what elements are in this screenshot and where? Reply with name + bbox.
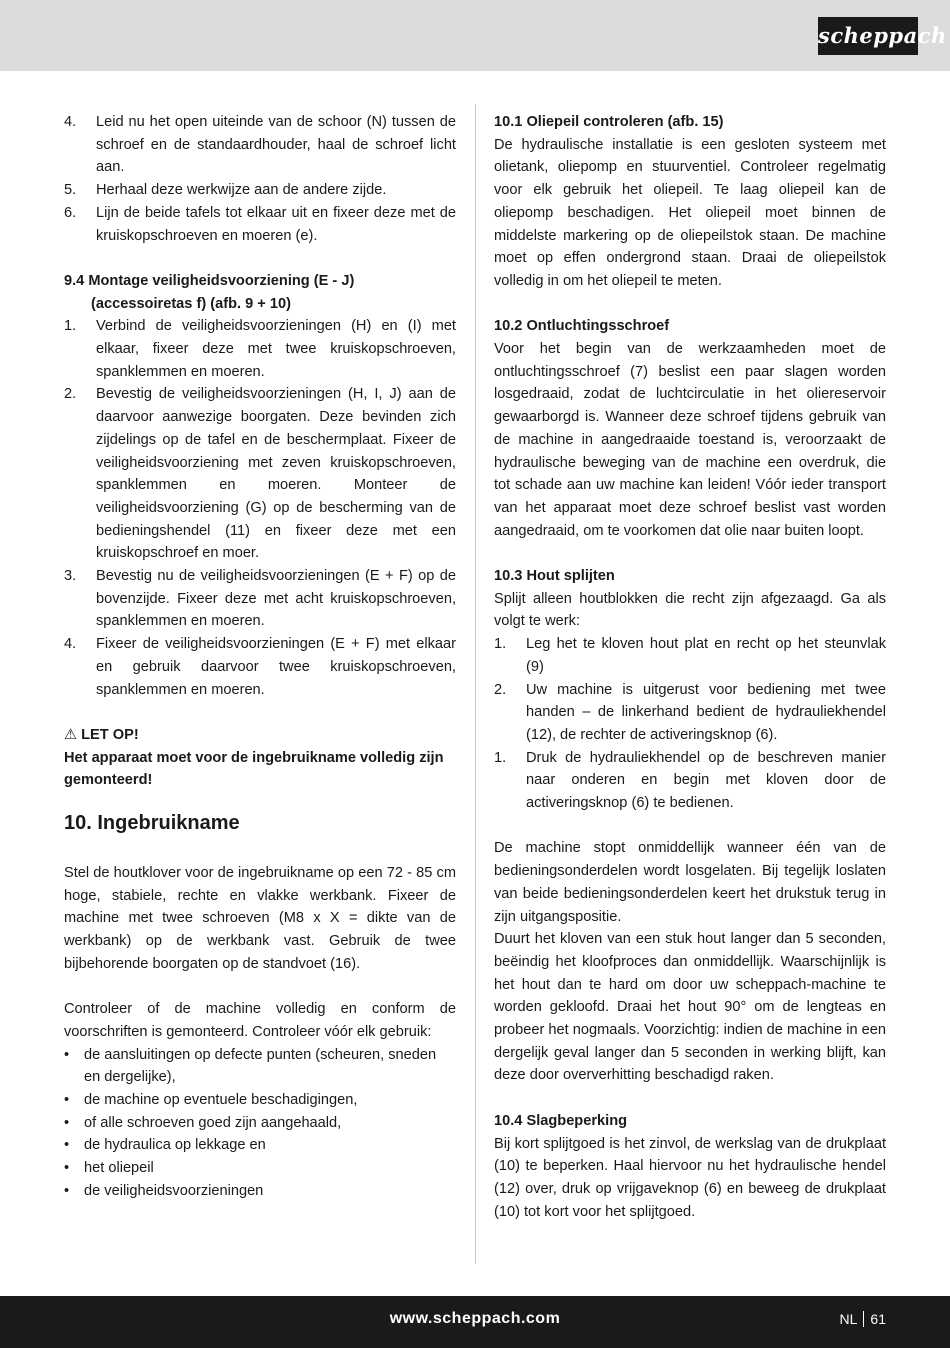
splitting-intro: Splijt alleen houtblokken die recht zijn afgezaagd. Ga als volgt te werk: bbox=[494, 590, 886, 630]
list-item: • of alle schroeven goed zijn aangehaald, bbox=[64, 1114, 342, 1131]
stop-paragraph: De machine stopt onmiddellijk wanneer één van de bedieningsonderdelen wordt losgelaten. Bij tegelijk loslaten van beide bedieningsonderdelen keert het drukstuk terug in zijn uitgangspositie. bbox=[494, 840, 886, 925]
check-paragraph: Controleer of de machine volledig en conform de voorschriften is gemonteerd. Controleer vóór elk gebruik: bbox=[64, 1001, 456, 1040]
splitting-steps bbox=[494, 633, 886, 815]
section-heading-10-2: 10.2 Ontluchtingsschroef bbox=[494, 318, 670, 335]
section-heading-9-4: 9.4 Montage veiligheidsvoorziening (E - J) bbox=[64, 272, 355, 289]
column-divider bbox=[475, 104, 476, 1264]
page-number: NL 61 bbox=[839, 1311, 886, 1327]
list-item: 1. Leg het te kloven hout plat en recht op het steunvlak (9) bbox=[494, 636, 886, 675]
list-item: • de aansluitingen op defecte punten (scheuren, sneden en dergelijke), bbox=[64, 1046, 437, 1086]
section-heading-10-4: 10.4 Slagbeperking bbox=[494, 1112, 628, 1129]
assembly-steps-continued bbox=[64, 111, 456, 247]
check-list bbox=[64, 1044, 456, 1203]
list-item: 2. Bevestig de veiligheidsvoorzieningen (H, I, J) aan de daarvoor aanwezige boorgaten. Deze bevinden zich zijdelings op de tafel en de beschermplaat. Fixeer de veiligheidsvoorziening met zeven kruiskopschroeven, spanklemmen en moeren. Monteer de veiligheidsvoorziening (G) op de bescherming van de bedieningshendel (11) en fixeer deze met een kruiskopschroef en moer. bbox=[64, 386, 456, 562]
safety-assembly-steps bbox=[64, 315, 456, 701]
list-item: 4. Leid nu het open uiteinde van de schoor (N) tussen de schroef en de standaardhouder, haal de schroef licht aan. bbox=[64, 114, 456, 176]
list-item: 4. Fixeer de veiligheidsvoorzieningen (E + F) met elkaar en gebruik daarvoor twee kruiskopschroeven, spanklemmen en moeren. bbox=[64, 636, 456, 698]
warning-title: ⚠ LET OP! bbox=[64, 726, 139, 743]
list-item: 3. Bevestig nu de veiligheidsvoorzieningen (E + F) op de bovenzijde. Fixeer deze met acht kruiskopschroeven, spanklemmen en moeren. bbox=[64, 568, 456, 630]
list-item: • het oliepeil bbox=[64, 1160, 154, 1177]
duration-paragraph: Duurt het kloven van een stuk hout langer dan 5 seconden, beëindig het kloofproces dan onmiddellijk. Waarschijnlijk is het hout dan te hard om door uw scheppach-machine te worden gekloofd. Draai het hout 90° om de lengteas en probeer het nogmaals. Voorzichtig: indien de machine in een dergelijk geval langer dan 5 seconden in werking blijft, kan deze door oververhitting beschadigd raken. bbox=[494, 931, 886, 1084]
oil-level-paragraph: De hydraulische installatie is een gesloten systeem met olietank, oliepomp en stuurventiel. Controleer regelmatig voor elk gebruik het oliepeil. Te laag oliepeil kan de oliepomp beschadigen. Het oliepeil moet binnen de middelste markering op de oliepeilstok staan. De machine moet op effen ondergrond staan. Draai de oliepeilstok volledig in om het oliepeil te meten. bbox=[494, 136, 886, 289]
website-link[interactable]: www.scheppach.com bbox=[389, 1310, 561, 1327]
list-item: • de veiligheidsvoorzieningen bbox=[64, 1182, 264, 1199]
left-column bbox=[64, 111, 456, 1203]
list-item: 1. Druk de hydrauliekhendel op de beschreven manier naar onderen en begin met kloven door de activeringsknop (6) te bedienen. bbox=[494, 749, 886, 812]
list-item: • de hydraulica op lekkage en bbox=[64, 1137, 266, 1154]
list-item: 2. Uw machine is uitgerust voor bediening met twee handen – de linkerhand bedient de hydrauliekhendel (12), de rechter de activeringsknop (6). bbox=[494, 681, 886, 743]
section-heading-10-1: 10.1 Oliepeil controleren (afb. 15) bbox=[494, 114, 724, 130]
list-item: 5. Herhaal deze werkwijze aan de andere zijde. bbox=[64, 182, 387, 199]
warning-text: Het apparaat moet voor de ingebruikname volledig zijn gemonteerd! bbox=[64, 749, 444, 789]
stroke-limit-paragraph: Bij kort splijtgoed is het zinvol, de werkslag van de drukplaat (10) te beperken. Haal hiervoor nu het hydraulische hendel (12) over, druk op vrijgaveknop (6) en beweeg de drukplaat (10) tot kort voor het splijtgoed. bbox=[494, 1135, 886, 1220]
section-heading-10-3: 10.3 Hout splijten bbox=[494, 568, 615, 585]
brand-logo: scheppach bbox=[818, 17, 918, 55]
section-heading-9-4-sub: (accessoiretas f) (afb. 9 + 10) bbox=[91, 295, 291, 312]
vent-screw-paragraph: Voor het begin van de werkzaamheden moet de ontluchtingsschroef (7) beslist een paar slagen worden losgedraaid, zodat de luchtcirculatie in het oliereservoir gewaarborgd is. Wanneer deze schroef tijdens gebruik van de machine in aangedraaide toestand is, veroorzaakt de hydraulische beweging van de machine een overdruk, die tot schade aan uw machine kan leiden! Vóór ieder transport van het apparaat moet deze schroef beslist vast worden aangedraaid, om te voorkomen dat olie naar buiten loopt. bbox=[494, 341, 886, 539]
list-item: 1. Verbind de veiligheidsvoorzieningen (H) en (I) met elkaar, fixeer deze met twee kruiskopschroeven, spanklemmen en moeren. bbox=[64, 318, 456, 380]
right-column bbox=[494, 111, 886, 1223]
page-header bbox=[0, 0, 950, 71]
list-item: • de machine op eventuele beschadigingen, bbox=[64, 1092, 358, 1109]
setup-paragraph: Stel de houtklover voor de ingebruikname op een 72 - 85 cm hoge, stabiele, rechte en vlakke werkbank. Fixeer de machine met twee schroeven (M8 x X = dikte van de werkbank) op de werkbank vast. Gebruik de twee bijbehorende boorgaten op de standvoet (16). bbox=[64, 865, 456, 972]
chapter-heading-10: 10. Ingebruikname bbox=[64, 812, 240, 835]
page-footer bbox=[0, 1296, 950, 1348]
list-item: 6. Lijn de beide tafels tot elkaar uit en fixeer deze met de kruiskopschroeven en moeren (e). bbox=[64, 204, 456, 244]
